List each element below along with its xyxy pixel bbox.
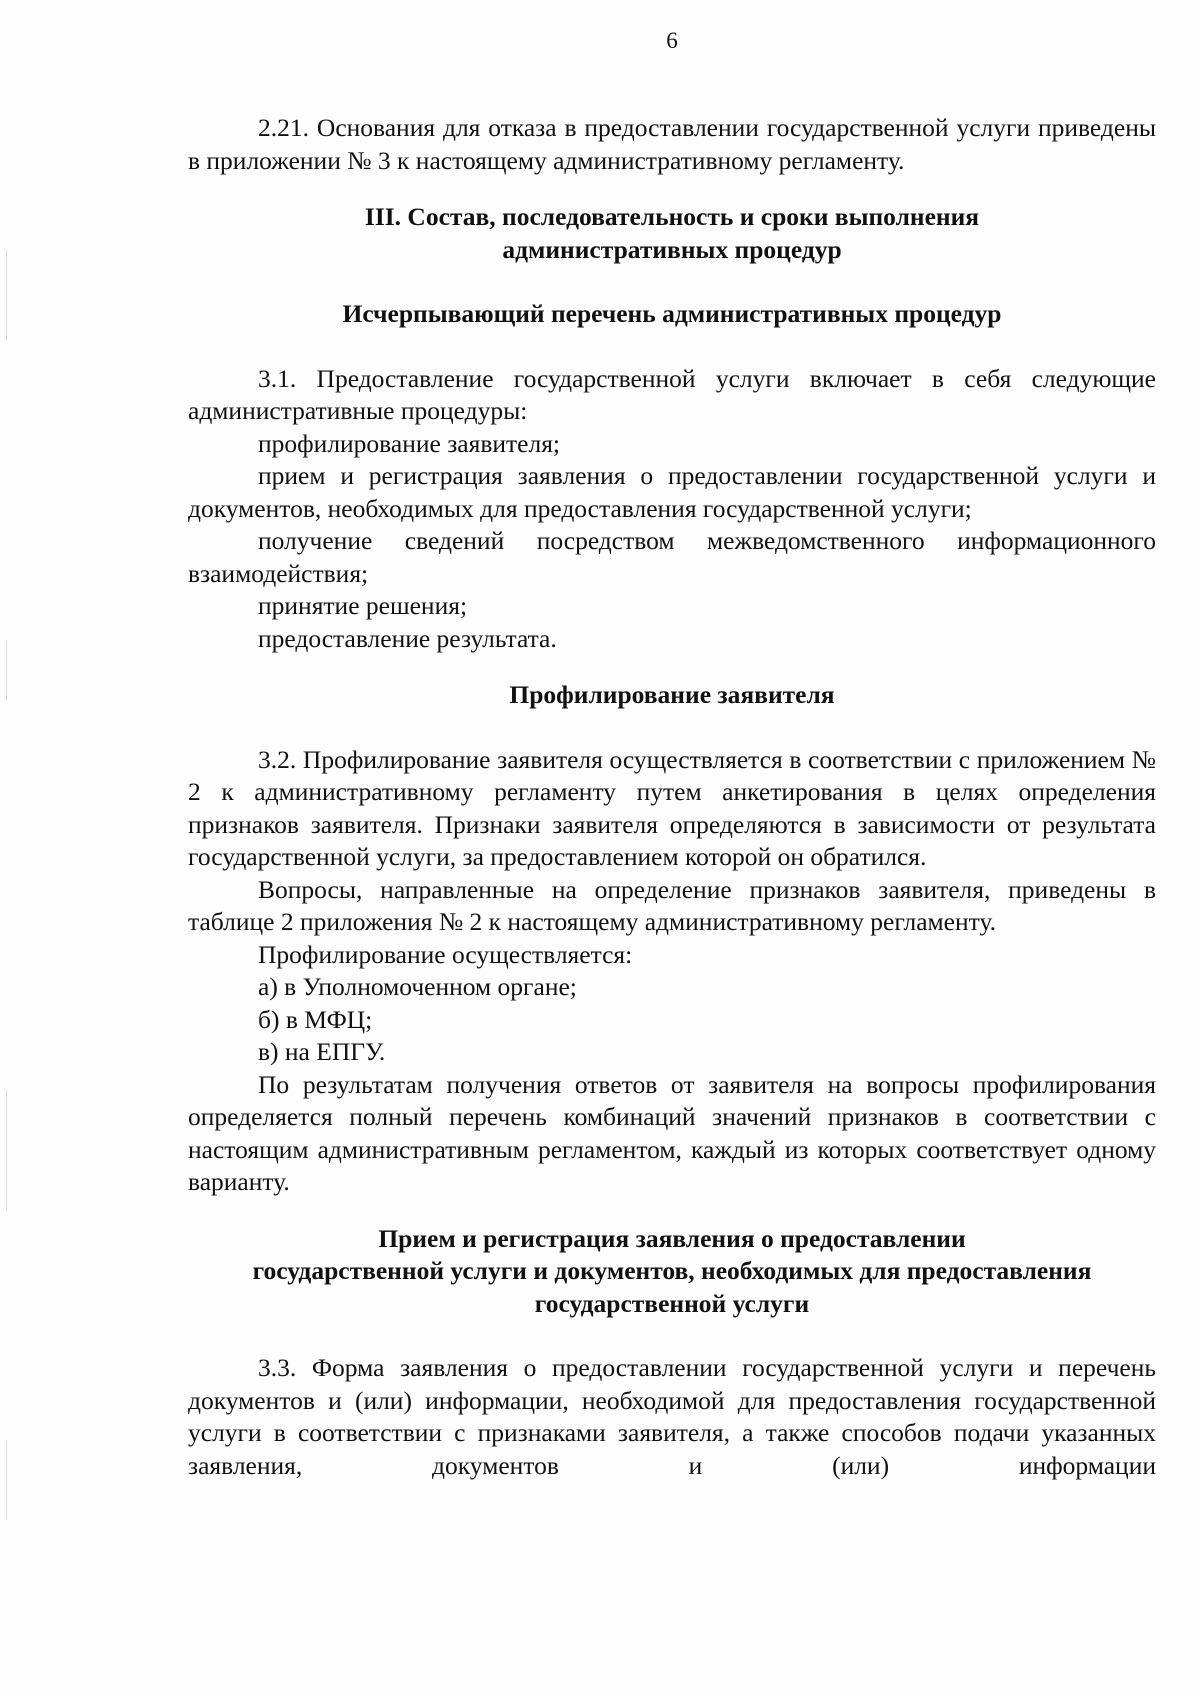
scan-margin-mark [6, 1440, 7, 1520]
section-3-title [188, 201, 1156, 266]
reception-heading-line2: государственной услуги и документов, необходимых для предоставления [252, 1256, 1092, 1285]
reception-heading-line3: государственной услуги [534, 1288, 810, 1318]
scan-margin-mark [6, 640, 7, 700]
list-item: принятие решения; [258, 591, 468, 620]
paragraph-3-1: 3.1. Предоставление государственной услуги включает в себя следующие административные процедуры: [188, 363, 1156, 425]
paragraph-profiling-where: Профилирование осуществляется: [258, 939, 633, 969]
section-3-title-line2: административных процедур [502, 234, 842, 264]
list-item: в) на ЕПГУ. [258, 1037, 386, 1066]
paragraph-questions: Вопросы, направленные на определение признаков заявителя, приведены в таблице 2 приложения № 2 к настоящему административному регламенту. [188, 874, 1156, 936]
list-item: профилирование заявителя; [258, 428, 561, 458]
paragraph-profiling-result: По результатам получения ответов от заявителя на вопросы профилирования определяется полный перечень комбинаций значений признаков в соответствии с настоящим административным регламентом, каждый из которых соответствует одному варианту. [188, 1069, 1156, 1196]
list-item: б) в МФЦ; [258, 1004, 373, 1034]
reception-heading [188, 1223, 1156, 1321]
list-item: прием и регистрация заявления о предоставлении государственной услуги и документов, необходимых для предоставления государственной услуги; [188, 461, 1156, 523]
scan-margin-mark [6, 250, 7, 340]
paragraph-3-3: 3.3. Форма заявления о предоставлении государственной услуги и перечень документов и (или) информации, необходимой для предоставления государственной услуги в соответствии с признаками заявителя, а также способов подачи указанных заявления, документов и (или) информации [188, 1353, 1156, 1480]
scan-margin-mark [6, 1090, 7, 1210]
paragraph-2-21: 2.21. Основания для отказа в предоставлении государственной услуги приведены в приложении № 3 к настоящему административному регламенту. [188, 113, 1156, 175]
section-3-title-line1: III. Состав, последовательность и сроки выполнения [364, 202, 980, 231]
procedures-list-heading: Исчерпывающий перечень административных процедур [342, 299, 1002, 328]
paragraph-3-2: 3.2. Профилирование заявителя осуществляется в соответствии с приложением № 2 к административному регламенту путем анкетирования в целях определения признаков заявителя. Признаки заявителя определяются в зависимости от результата государственной услуги, за предоставлением которой он обратился. [188, 744, 1156, 871]
list-item: предоставление результата. [258, 623, 557, 653]
list-item: получение сведений посредством межведомственного информационного взаимодействия; [188, 526, 1156, 588]
profiling-heading: Профилирование заявителя [509, 680, 835, 709]
document-body [188, 112, 1156, 1482]
reception-heading-line1: Прием и регистрация заявления о предоставлении [378, 1223, 966, 1253]
list-item: а) в Уполномоченном органе; [258, 972, 577, 1001]
page-number: 6 [666, 28, 678, 53]
